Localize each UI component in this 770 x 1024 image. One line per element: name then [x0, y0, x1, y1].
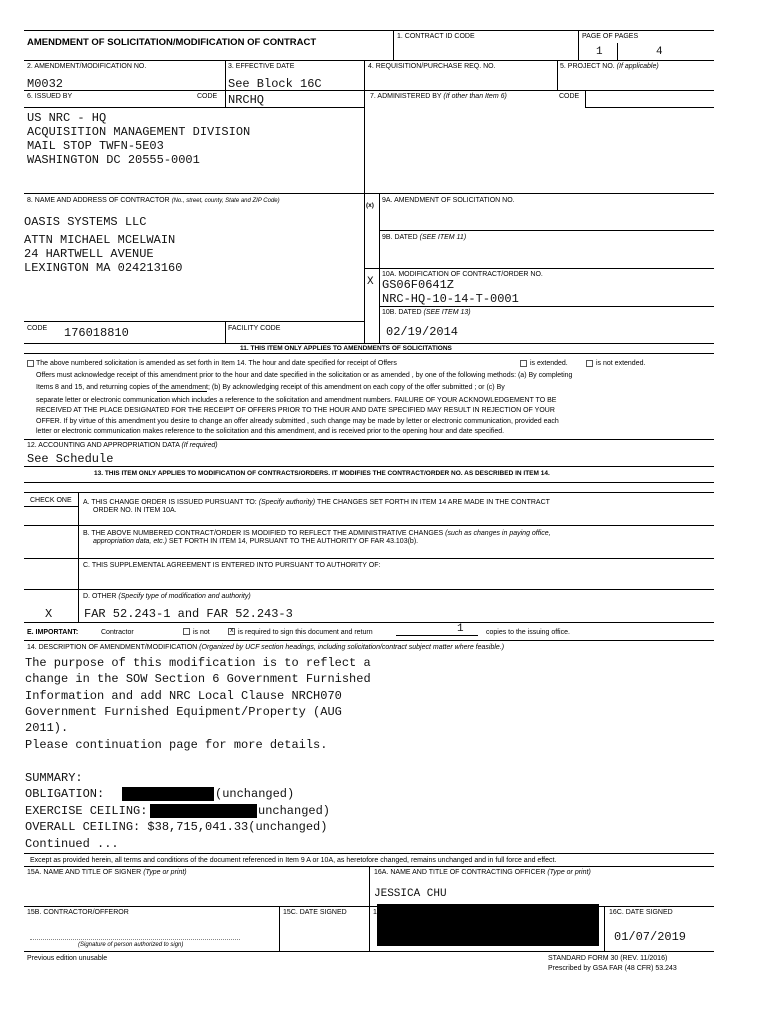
item13d-authority: FAR 52.243-1 and FAR 52.243-3 [84, 607, 293, 621]
item11-line-1: The above numbered solicitation is amended as set forth in Item 14. The hour and date specified for receipt of Offers [36, 360, 397, 367]
page-number: 1 [596, 46, 603, 58]
item13c-line: C. THIS SUPPLEMENTAL AGREEMENT IS ENTERED INTO PURSUANT TO AUTHORITY OF: [83, 562, 381, 569]
is-not-checkbox[interactable] [183, 628, 190, 635]
not-extended-checkbox[interactable] [586, 360, 593, 367]
accounting-data: See Schedule [27, 452, 114, 466]
rule-v5 [557, 60, 558, 90]
copies-blank [157, 391, 207, 392]
item11-text-2: Items 8 and 15, and returning copies of the amendment; (b) By acknowledging receipt of this amendment on each copy of the offer submitted ; or (c) By [36, 384, 505, 391]
rule-v-check [78, 492, 79, 622]
rule-except [24, 853, 714, 854]
not-extended-label: is not extended. [596, 360, 646, 367]
summary-title: SUMMARY: [25, 771, 83, 785]
rule-item11b [24, 353, 714, 354]
rule-row7b [585, 107, 714, 108]
block9a-label: 9A. AMENDMENT OF SOLICITATION NO. [382, 197, 515, 204]
block10b-date: 02/19/2014 [386, 325, 459, 339]
rule-10b [379, 306, 714, 307]
redaction-obligation [122, 787, 214, 801]
rule-9b [379, 230, 714, 231]
rule-row6b [24, 107, 364, 108]
rule-v-16c [604, 906, 605, 951]
block5-label: 5. PROJECT NO. (If applicable) [560, 63, 659, 70]
important-contractor: Contractor [101, 629, 134, 636]
contractor-line-4: LEXINGTON MA 024213160 [24, 261, 183, 275]
item12-label: 12. ACCOUNTING AND APPROPRIATION DATA (If required) [27, 442, 218, 449]
form-title: AMENDMENT OF SOLICITATION/MODIFICATION OF CONTRACT [27, 37, 317, 48]
block10a-label: 10A. MODIFICATION OF CONTRACT/ORDER NO. [382, 271, 543, 278]
copies-underline [396, 635, 478, 636]
item14-label: 14. DESCRIPTION OF AMENDMENT/MODIFICATION (Organized by UCF section headings, including solicitation/contract subject matter where feasible.) [27, 644, 505, 651]
except-text: Except as provided herein, all terms and conditions of the document referenced in Item 9 A or 10A, as heretofore changed, remains unchanged and in full force and effect. [30, 857, 557, 864]
contractor-code: 176018810 [64, 326, 129, 340]
item13a-line-1: A. THIS CHANGE ORDER IS ISSUED PURSUANT TO: (Specify authority) THE CHANGES SET FORTH IN ITEM 14 ARE MADE IN THE CONTRACT [83, 499, 550, 506]
block16a-label: 16A. NAME AND TITLE OF CONTRACTING OFFICER (Type or print) [374, 869, 591, 876]
item13a-line-2: ORDER NO. IN ITEM 10A. [93, 507, 177, 514]
important-label: E. IMPORTANT: [27, 629, 79, 636]
rule-item13 [24, 466, 714, 467]
rule-v-facility [225, 321, 226, 343]
previous-edition: Previous edition unusable [27, 955, 108, 962]
rule-v3 [225, 60, 226, 107]
continued-label: Continued ... [25, 837, 119, 851]
rule-13b [24, 525, 714, 526]
extended-label: is extended. [530, 360, 568, 367]
block6-code-label: CODE [197, 93, 218, 100]
contracting-officer-name: JESSICA CHU [374, 888, 447, 900]
block10b-label: 10B. DATED (SEE ITEM 13) [382, 309, 471, 316]
block3-label: 3. EFFECTIVE DATE [228, 63, 295, 70]
rule-check-one [24, 506, 78, 507]
issued-by-code: NRCHQ [228, 93, 265, 107]
item13b-line-1: B. THE ABOVE NUMBERED CONTRACT/ORDER IS MODIFIED TO REFLECT THE ADMINISTRATIVE CHANGES (such as changes in paying office, [83, 530, 551, 537]
signature-line [30, 939, 240, 940]
rule-item12 [24, 439, 714, 440]
block6-label: 6. ISSUED BY [27, 93, 73, 100]
item11-text-5: OFFER. If by virtue of this amendment you desire to change an offer already submitted , such change may be made by letter or electronic communication, provided each [36, 418, 559, 425]
block7-code-label: CODE [559, 93, 580, 100]
copies-count: 1 [457, 623, 464, 635]
check-one-label: CHECK ONE [30, 497, 72, 504]
issued-by-line-4: WASHINGTON DC 20555-0001 [27, 153, 200, 167]
exercise-label: EXERCISE CEILING: [25, 804, 148, 818]
block15b-label: 15B. CONTRACTOR/OFFEROR [27, 909, 129, 916]
rule-v-15-16 [369, 866, 370, 906]
x-column-label: (x) [366, 202, 374, 209]
contractor-line-3: 24 HARTWELL AVENUE [24, 247, 154, 261]
block16c-label: 16C. DATE SIGNED [609, 909, 673, 916]
facility-code-label: FACILITY CODE [228, 325, 281, 332]
rule-top [24, 30, 714, 31]
block1-label: 1. CONTRACT ID CODE [397, 33, 475, 40]
item11-title: 11. THIS ITEM ONLY APPLIES TO AMENDMENTS OF SOLICITATIONS [240, 345, 452, 352]
contracting-officer-date: 01/07/2019 [614, 930, 687, 944]
overall-ceiling: OVERALL CEILING: $38,715,041.33(unchanged) [25, 820, 328, 834]
description-line-5: 2011). [25, 721, 69, 735]
block16b-partial: 1 [373, 909, 377, 916]
item11-text-4: RECEIVED AT THE PLACE DESIGNATED FOR THE RECEIPT OF OFFERS PRIOR TO THE HOUR AND DATE SPECIFIED MAY RESULT IN REJECTION OF YOUR [36, 407, 555, 414]
item13-title: 13. THIS ITEM ONLY APPLIES TO MODIFICATION OF CONTRACTS/ORDERS. IT MODIFIES THE CONTRACT/ORDER NO. AS DESCRIBED IN ITEM 14. [94, 470, 550, 477]
effective-date: See Block 16C [228, 77, 322, 91]
redaction-signature [377, 904, 599, 946]
item11-text-1: Offers must acknowledge receipt of this amendment prior to the hour and date specified in the solicitation or as amended , by one of the following methods: (a) By completing [36, 372, 573, 379]
order-number: NRC-HQ-10-14-T-0001 [382, 292, 519, 306]
description-line-4: Government Furnished Equipment/Property (AUG [25, 705, 342, 719]
block9b-label: 9B. DATED (SEE ITEM 11) [382, 234, 467, 241]
block10a-x-mark: X [367, 276, 374, 288]
standard-form: STANDARD FORM 30 (REV. 11/2016) [548, 955, 668, 962]
obligation-note: (unchanged) [215, 787, 295, 801]
description-line-2: change in the SOW Section 6 Government Furnished [25, 672, 371, 686]
signature-label: (Signature of person authorized to sign) [78, 942, 184, 948]
rule-v-16b [369, 906, 370, 951]
rule-row8 [24, 193, 714, 194]
obligation-label: OBLIGATION: [25, 787, 105, 801]
description-line-1: The purpose of this modification is to reflect a [25, 656, 371, 670]
block15a-label: 15A. NAME AND TITLE OF SIGNER (Type or print) [27, 869, 187, 876]
issued-by-line-3: MAIL STOP TWFN-5E03 [27, 139, 164, 153]
contractor-line-1: OASIS SYSTEMS LLC [24, 215, 147, 229]
block2-label: 2. AMENDMENT/MODIFICATION NO. [27, 63, 147, 70]
is-not-label: is not [193, 629, 210, 636]
rule-item14 [24, 640, 714, 641]
description-line-3: Information and add NRC Local Clause NRCH070 [25, 689, 342, 703]
issued-by-line-1: US NRC - HQ [27, 111, 107, 125]
is-required-label: is required to sign this document and return [238, 629, 373, 636]
extended-checkbox[interactable] [520, 360, 527, 367]
contractor-line-2: ATTN MICHAEL MCELWAIN [24, 233, 176, 247]
redaction-exercise [150, 804, 257, 818]
rule-v-code7 [585, 90, 586, 107]
issued-by-line-2: ACQUISITION MANAGEMENT DIVISION [27, 125, 251, 139]
rule-important [24, 622, 714, 623]
item13b-line-2: appropriation data, etc.) SET FORTH IN ITEM 14, PURSUANT TO THE AUTHORITY OF FAR 43.103(b). [93, 538, 419, 545]
item11-checkbox[interactable] [27, 360, 34, 367]
rule-v-page [617, 43, 618, 60]
rule-v-15c [279, 906, 280, 951]
block7-label: 7. ADMINISTERED BY (If other than Item 6) [370, 93, 507, 100]
block15c-label: 15C. DATE SIGNED [283, 909, 347, 916]
rule-v1 [393, 30, 394, 60]
contract-number: GS06F0641Z [382, 278, 455, 292]
rule-13c [24, 558, 714, 559]
item13d-x-mark: X [45, 607, 53, 621]
item13d-line: D. OTHER (Specify type of modification and authority) [83, 593, 251, 600]
block4-label: 4. REQUISITION/PURCHASE REQ. NO. [368, 63, 496, 70]
important-end: copies to the issuing office. [486, 629, 570, 636]
prescribed-by: Prescribed by GSA FAR (48 CFR) 53.243 [548, 965, 677, 972]
total-pages: 4 [656, 46, 663, 58]
rule-row6 [24, 90, 714, 91]
contractor-code-label: CODE [27, 325, 48, 332]
item11-text-6: letter or electronic communication makes reference to the solicitation and this amendment, and is received prior to the opening hour and date specified. [36, 428, 505, 435]
description-line-6: Please continuation page for more details. [25, 738, 328, 752]
amendment-number: M0032 [27, 77, 64, 91]
exercise-note: unchanged) [258, 804, 331, 818]
page-label: PAGE OF PAGES [582, 33, 639, 40]
rule-code-row [24, 321, 364, 322]
rule-item13b [24, 482, 714, 483]
item11-text-3: separate letter or electronic communication which includes a reference to the solicitation and amendment numbers. FAILURE OF YOUR ACKNOWLEDGEMENT TO BE [36, 397, 557, 404]
rule-13a [24, 492, 714, 493]
rule-bottom [24, 951, 714, 952]
is-required-x: x [230, 627, 234, 634]
rule-v4 [364, 60, 365, 205]
rule-13d [24, 589, 714, 590]
rule-10a [364, 268, 714, 269]
block8-label: 8. NAME AND ADDRESS OF CONTRACTOR (No., street, county, State and ZIP Code) [27, 197, 280, 204]
rule-v2 [578, 30, 579, 60]
rule-row2 [24, 60, 714, 61]
